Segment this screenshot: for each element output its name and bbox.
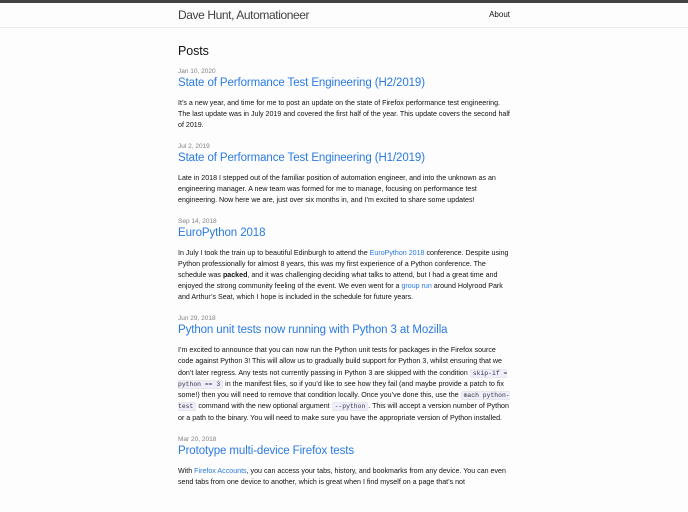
firefox-accounts-link[interactable]: Firefox Accounts [194, 467, 247, 476]
nav-link-about[interactable]: About [489, 10, 510, 19]
post-excerpt: Late in 2018 I stepped out of the familiar position of automation engineer, and into the unknown as an engineering manager. A new team was formed for me to manage, focusing on performance test engineering. Now here we are, just over six months in, and I’m excited to share some updates! [178, 174, 496, 204]
europython-link[interactable]: EuroPython 2018 [369, 249, 425, 257]
excerpt-text: , and it was challenging deciding what talks to attend, but I had a great time and enjoyed the strong community feeling of the event. We even went for a [178, 271, 498, 290]
group-run-link[interactable]: group run [401, 282, 432, 290]
excerpt-text: I’m excited to announce that you can now run the Python unit tests for packages in the Firefox source code against Python 3! This will allow us to gradually build support for Python 3, whilst ensuring that we don’t later regress. Any tests not currently passing in Python 3 are skipped with the condition [178, 346, 502, 377]
post-date: Jul 2, 2019 [178, 143, 210, 150]
inline-code: mach python-test [178, 392, 510, 411]
post-list [178, 68, 510, 488]
post-title-link[interactable]: EuroPython 2018 [178, 227, 266, 239]
post-title-link[interactable]: Prototype multi-device Firefox tests [178, 445, 354, 458]
inline-code: --python [332, 402, 369, 411]
post-item [178, 436, 510, 488]
post-date: Sep 14, 2018 [178, 218, 217, 225]
site-header [0, 3, 688, 28]
excerpt-text: In July I took the train up to beautiful Edinburgh to attend the [178, 249, 370, 257]
excerpt-text: . This will accept a version number of Python or a path to the binary. You will need to make sure you have the appropriate version of Python installed. [178, 402, 509, 422]
post-excerpt [178, 248, 510, 303]
post-title-link[interactable]: Python unit tests now running with Python 3 at Mozilla [178, 324, 448, 336]
post-date: Jun 29, 2018 [178, 315, 216, 322]
post-item [178, 143, 510, 206]
post-date: Jan 10, 2020 [178, 68, 216, 75]
site-title-link[interactable]: Dave Hunt, Automationeer [178, 8, 310, 22]
main-content [0, 28, 688, 488]
excerpt-text: conference. Despite using Python professionally for almost 8 years, this was my first experience of a Python conference. The schedule was [178, 249, 509, 279]
excerpt-text: , you can access your tabs, history, and bookmarks from any device. You can even send tabs from one device to another, which is great when I find myself on a page that’s not [178, 467, 506, 487]
page-heading: Posts [178, 44, 209, 58]
post-date: Mar 20, 2018 [178, 436, 217, 444]
excerpt-text: command with the new optional argument [196, 402, 332, 411]
post-title-link[interactable]: State of Performance Test Engineering (H1/2019) [178, 152, 425, 164]
excerpt-text: around Holyrood Park and Arthur’s Seat, which I hope is included in the schedule for future years. [178, 282, 503, 301]
post-excerpt: It’s a new year, and time for me to post an update on the state of Firefox performance test engineering. The last update was in July 2019 and covered the first half of the year. This update covers the second half of 2019. [178, 99, 510, 129]
post-item [178, 315, 510, 424]
post-item [178, 218, 510, 303]
excerpt-text: With [178, 467, 195, 476]
post-excerpt [178, 466, 510, 488]
post-excerpt [178, 345, 510, 424]
excerpt-text: in the manifest files, so if you’d like to see how they fail (and maybe provide a patch to fix some!) then you will need to remove that condition locally. Once you’ve done this, use the [178, 379, 504, 400]
inline-code: skip-if = python == 3 [178, 369, 508, 388]
post-item [178, 68, 510, 131]
post-title-link[interactable]: State of Performance Test Engineering (H2/2019) [178, 77, 425, 89]
excerpt-bold: packed [222, 271, 248, 279]
